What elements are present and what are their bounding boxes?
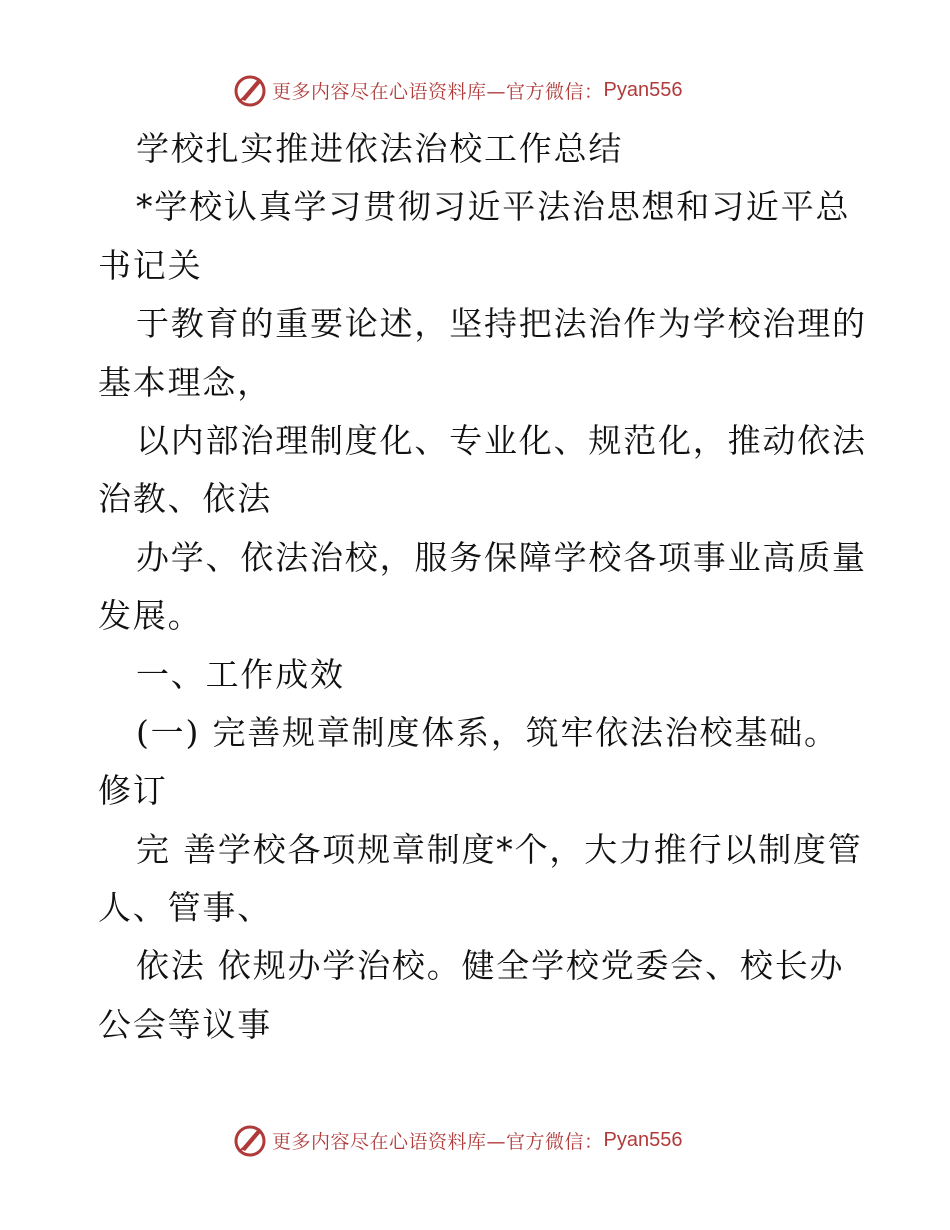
paragraph-line: 基本理念，	[98, 362, 272, 402]
watermark-handle: Pyan556	[603, 1128, 683, 1151]
document-title: 学校扎实推进依法治校工作总结	[136, 129, 624, 168]
subsection-heading: (一) 完善规章制度体系，筑牢依法治校基础。	[136, 712, 839, 752]
paragraph-line: 治教、依法	[98, 479, 272, 519]
paragraph-line: 公会等议事	[98, 1004, 272, 1044]
paragraph-line: 依法 依规办学治校。健全学校党委会、校长办	[136, 946, 845, 986]
paragraph-line: 发展。	[98, 596, 203, 636]
quill-pen-logo-icon	[232, 72, 268, 108]
watermark-text: 更多内容尽在心语资料库—官方微信：	[272, 1130, 604, 1153]
paragraph-line: 以内部治理制度化、专业化、规范化，推动依法	[136, 420, 867, 460]
watermark-handle: Pyan556	[603, 78, 683, 101]
paragraph-line: 于教育的重要论述，坚持把法治作为学校治理的	[136, 304, 867, 344]
paragraph-line: 修订	[98, 771, 168, 811]
paragraph-line: 书记关	[98, 245, 203, 285]
document-body	[98, 120, 867, 1054]
watermark-banner-bottom	[232, 1120, 682, 1160]
paragraph-line: 人、管事、	[98, 888, 272, 928]
quill-pen-logo-icon	[232, 1122, 268, 1158]
watermark-text: 更多内容尽在心语资料库—官方微信：	[272, 80, 604, 103]
paragraph-line: 完 善学校各项规章制度*个，大力推行以制度管	[136, 829, 863, 869]
paragraph-line: *学校认真学习贯彻习近平法治思想和习近平总	[136, 187, 851, 227]
paragraph-line: 办学、依法治校，服务保障学校各项事业高质量	[136, 537, 867, 577]
watermark-banner-top	[232, 70, 682, 110]
section-heading: 一、工作成效	[136, 654, 345, 694]
